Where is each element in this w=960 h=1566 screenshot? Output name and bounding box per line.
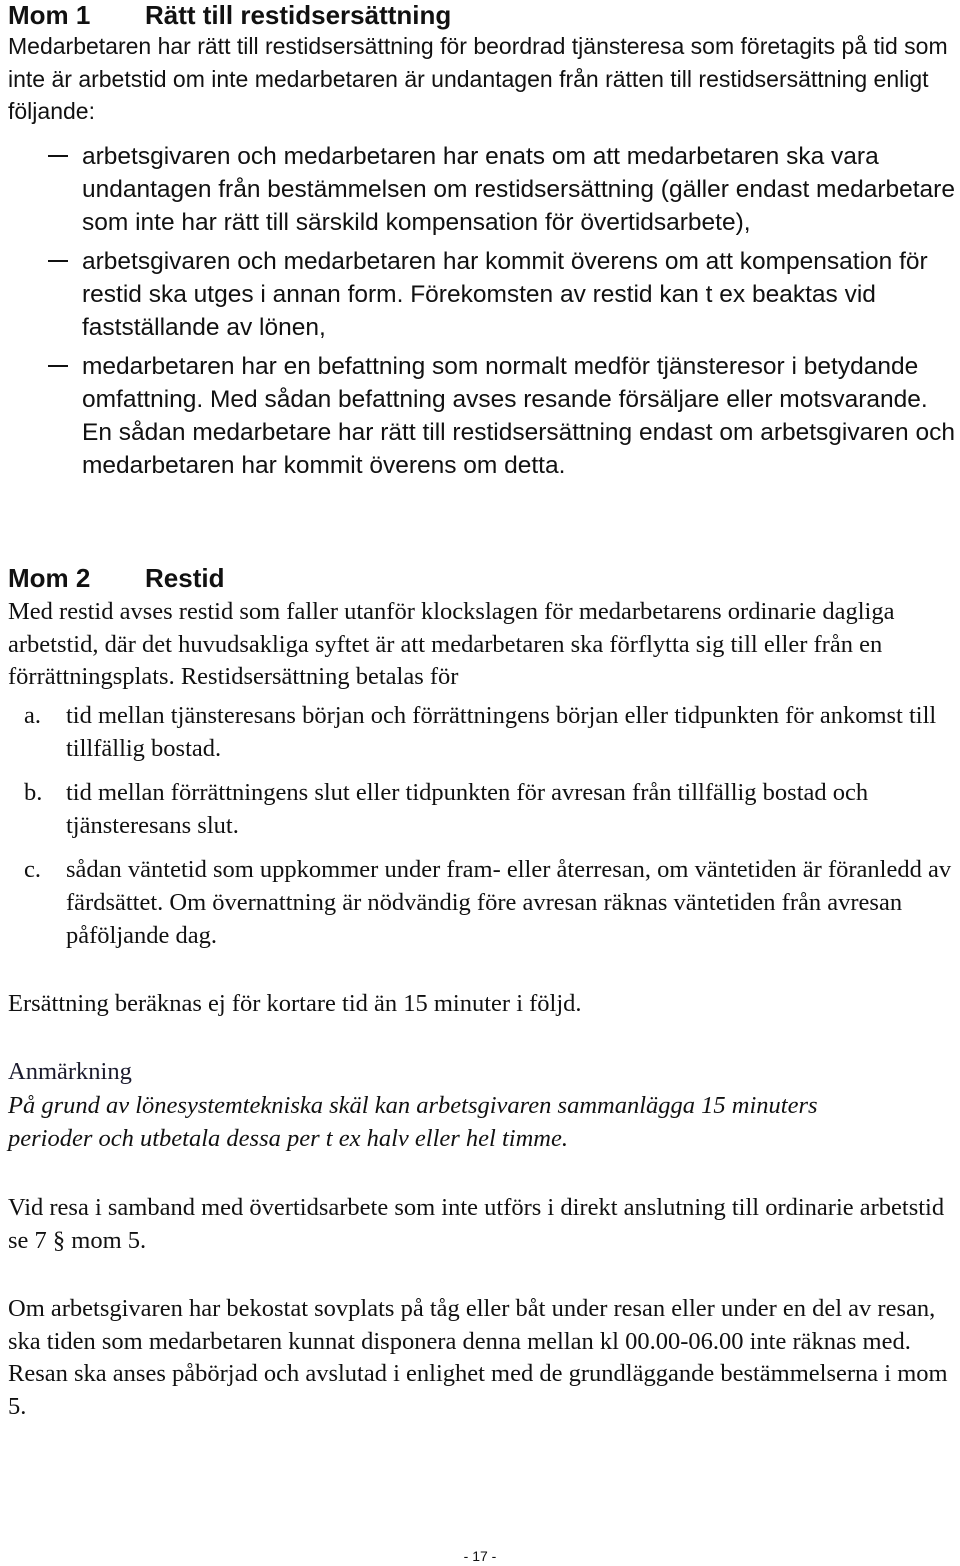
overtime-paragraph: Vid resa i samband med övertidsarbete som inte utförs i direkt anslutning till ordinarie arbetstid se 7 § mom 5. — [8, 1194, 945, 1254]
list-item — [8, 140, 958, 239]
list-item-text: arbetsgivaren och medarbetaren har enats om att medarbetaren ska vara undantagen från bestämmelsen om restidsersättning (gäller endast medarbetare som inte har rätt till särskild kompensation för övertidsarbete), — [82, 143, 955, 236]
list-item — [8, 853, 958, 952]
dash-icon — [48, 365, 68, 367]
list-item — [8, 699, 958, 765]
mom2-number: Mom 2 — [8, 563, 91, 593]
list-marker: b. — [24, 779, 43, 806]
mom2-title: Restid — [145, 563, 225, 593]
list-marker: c. — [24, 856, 41, 883]
sleeper-paragraph: Om arbetsgivaren har bekostat sovplats på tåg eller båt under resan eller under en del av resan, ska tiden som medarbetaren kunnat disponera denna mellan kl 00.00-06.00 inte räknas med. Resan ska anses påbörjad och avslutad i enlighet med de grundläggande bestämmelserna i mom 5. — [8, 1295, 948, 1420]
mom1-heading — [8, 0, 451, 30]
dash-icon — [48, 260, 68, 262]
list-marker: a. — [24, 702, 41, 729]
note-text: På grund av lönesystemtekniska skäl kan arbetsgivaren sammanlägga 15 minuters perioder och utbetala dessa per t ex halv eller hel timme. — [8, 1092, 818, 1152]
list-item — [8, 776, 958, 842]
note-title: Anmärkning — [8, 1058, 132, 1085]
minimum-time-rule: Ersättning beräknas ej för kortare tid än 15 minuter i följd. — [8, 990, 582, 1017]
list-item-text: tid mellan tjänsteresans början och förrättningens början eller tidpunkten för ankomst till tillfällig bostad. — [66, 702, 937, 762]
mom1-title: Rätt till restidsersättning — [145, 0, 452, 30]
list-item-text: medarbetaren har en befattning som normalt medför tjänsteresor i betydande omfattning. Med sådan befattning avses resande försäljare eller motsvarande. En sådan medarbetare har rätt till restidsersättning endast om arbetsgivaren och medarbetaren har kommit överens om detta. — [82, 353, 955, 479]
mom2-heading — [8, 563, 224, 593]
list-item-text: tid mellan förrättningens slut eller tidpunkten för avresan från tillfällig bostad och tjänsteresans slut. — [66, 779, 869, 839]
list-item-text: arbetsgivaren och medarbetaren har kommit överens om att kompensation för restid ska utges i annan form. Förekomsten av restid kan t ex beaktas vid fastställande av lönen, — [82, 248, 928, 341]
list-item — [8, 350, 958, 482]
mom1-intro: Medarbetaren har rätt till restidsersättning för beordrad tjänsteresa som företagits på tid som inte är arbetstid om inte medarbetaren är undantagen från rätten till restidsersättning enligt följande: — [8, 33, 948, 124]
mom1-list — [8, 140, 958, 482]
list-item — [8, 245, 958, 344]
list-item-text: sådan väntetid som uppkommer under fram- eller återresan, om väntetiden är föranledd av färdsättet. Om övernattning är nödvändig före avresan räknas väntetiden från avresan påföljande dag. — [66, 856, 952, 949]
mom2-list — [8, 699, 958, 952]
mom1-number: Mom 1 — [8, 0, 91, 30]
mom2-intro: Med restid avses restid som faller utanför klockslagen för medarbetarens ordinarie dagliga arbetstid, där det huvudsakliga syftet är att medarbetaren ska förflytta sig till eller från en förrättningsplats. Restidsersättning betalas för — [8, 598, 895, 690]
page-number: - 17 - — [463, 1548, 497, 1564]
dash-icon — [48, 155, 68, 157]
